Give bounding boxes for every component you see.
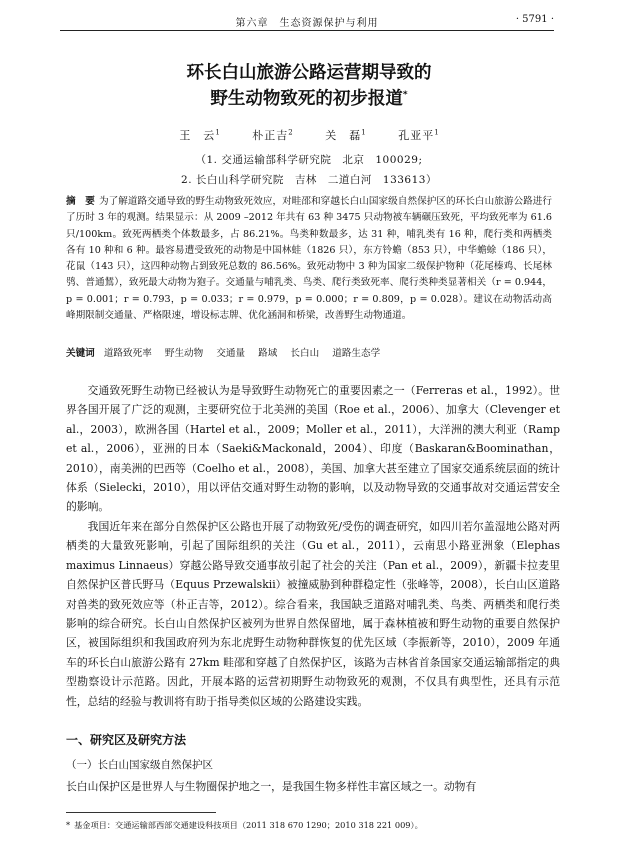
section-heading: 一、研究区及研究方法: [66, 733, 187, 747]
affiliation-1: （1. 交通运输部科学研究院 北京 100029;: [195, 154, 423, 166]
keyword: 野生动物: [164, 348, 204, 359]
author-affil-sup: 1: [361, 128, 366, 137]
keywords: [66, 345, 552, 359]
author: [325, 129, 365, 142]
author-name: 关 磊: [325, 129, 362, 142]
footnote-divider: [66, 812, 216, 813]
author-affil-sup: 2: [288, 128, 293, 137]
abstract-label: 摘 要: [66, 196, 95, 207]
keyword: 道路生态学: [332, 348, 381, 359]
affiliation-2: 2. 长白山科学研究院 吉林 二道白河 133613）: [181, 174, 437, 186]
keyword: 路域: [258, 348, 278, 359]
article-title: [0, 60, 618, 112]
author-list: [0, 127, 618, 143]
author-name: 王 云: [179, 129, 216, 142]
author-name: 朴正吉: [252, 129, 289, 142]
subsection-heading: （一）长白山国家级自然保护区: [66, 759, 213, 771]
abstract: [66, 194, 552, 324]
author-affil-sup: 1: [215, 128, 220, 137]
author-name: 孔亚平: [398, 129, 435, 142]
author: [252, 129, 292, 142]
running-head: [60, 14, 554, 31]
footnote-text: 基金项目：交通运输部西部交通建设科技项目（2011 318 670 1290；2010 318 221 009）。: [74, 820, 423, 830]
keywords-label: 关键词: [66, 348, 95, 359]
author: [398, 129, 438, 142]
title-footnote-marker: *: [402, 90, 408, 101]
author: [179, 129, 219, 142]
body-paragraph-1: 交通致死野生动物已经被认为是导致野生动物死亡的重要因素之一（Ferreras et al.，1992）。世界各国开展了广泛的观测，主要研究位于北美洲的美国（Roe et al.，2006）、加拿大（Clevenger et al.，2003），欧洲各国（Hartel et al.，2009；Moller et al.，2011），大洋洲的澳大利亚（Ramp et al.，2006），亚洲的日本（Saeki&Mackonald，2004）、印度（Baskaran&Boominathan，2010），南美洲的巴西等（Coelho et al.，2008），美国、加拿大甚至建立了国家交通系统层面的统计体系（Sielecki，2010），用以评估交通对野生动物的影响，以及动物导致的交通事故对交通运营安全的影响。: [66, 384, 560, 514]
footnote-marker: *: [66, 820, 71, 830]
body-paragraph-3: 长白山保护区是世界人与生物圈保护地之一，是我国生物多样性丰富区域之一。动物有: [66, 780, 477, 793]
funding-footnote: [66, 820, 423, 831]
title-line-2-text: 野生动物致死的初步报道: [210, 89, 403, 109]
body-paragraph-2: 我国近年来在部分自然保护区公路也开展了动物致死/受伤的调查研究，如四川若尔盖湿地公路对两栖类的大量致死影响，引起了国际组织的关注（Gu et al.，2011），云南思小路亚洲象（Elephas maximus Linnaeus）穿越公路导致交通事故引起了社会的关注（Pan et al.，2009），新疆卡拉麦里自然保护区普氏野马（Equus Przewalskii）被撞威胁到种群稳定性（张峰等，2008），长白山区道路对兽类的致死效应等（朴正吉等，2012）。综合看来，我国缺乏道路对哺乳类、鸟类、两栖类和爬行类影响的综合研究。长白山自然保护区被列为世界自然保留地，属于森林植被和野生动物的重要自然保护区，被国际组织和我国政府列为东北虎野生动物种群恢复的优先区域（李振新等，2010），2009 年通车的环长白山旅游公路有 27km 畦邵和穿越了自然保护区，该路为吉林省首条国家交通运输部指定的典型勘察设计示范路。因此，开展本路的运营初期野生动物致死的观测，不仅具有典型性，还具有示范性，总结的经验与教训将有助于指导类似区域的公路建设实践。: [66, 520, 560, 708]
abstract-text: 为了解道路交通导致的野生动物致死效应，对畦邵和穿越长白山国家级自然保护区的环长白山旅游公路进行了历时 3 年的观测。结果显示：从 2009 –2012 年共有 63 种 3475 只动物被车辆碾压致死，平均致死率为 61.6 只/100km。致死两栖类个体数最多，占 86.21%。鸟类种数最多，达 31 种，哺乳类有 16 种，爬行类和两栖类各有 10 种和 6 种。最容易遭受致死的动物是中国林蛙（1826 只），东方铃蟾（853 只），中华蟾蜍（186 只），花鼠（143 只），这四种动物占到致死总数的 86.56%。致死动物中 3 种为国家二级保护物种（花尾榛鸡、长尾林鸮、普通鵟），致死最大动物为狍子。交通量与哺乳类、鸟类、爬行类致死率、爬行类种类显著相关（r = 0.944，p = 0.001；r = 0.793，p = 0.033；r = 0.979，p = 0.000；r = 0.809，p = 0.028）。建议在动物活动高峰期限制交通量、严格限速，增设标志牌、优化涵洞和桥梁，改善野生动物通道。: [66, 196, 553, 322]
author-affil-sup: 1: [434, 128, 439, 137]
chapter-title: 第六章 生态资源保护与利用: [235, 18, 379, 29]
keyword: 道路致死率: [103, 348, 152, 359]
title-line-1: 环长白山旅游公路运营期导致的: [186, 63, 432, 83]
page-number: · 5791 ·: [515, 14, 554, 25]
keyword: 长白山: [290, 348, 320, 359]
keyword: 交通量: [216, 348, 246, 359]
title-line-2: [0, 86, 618, 112]
